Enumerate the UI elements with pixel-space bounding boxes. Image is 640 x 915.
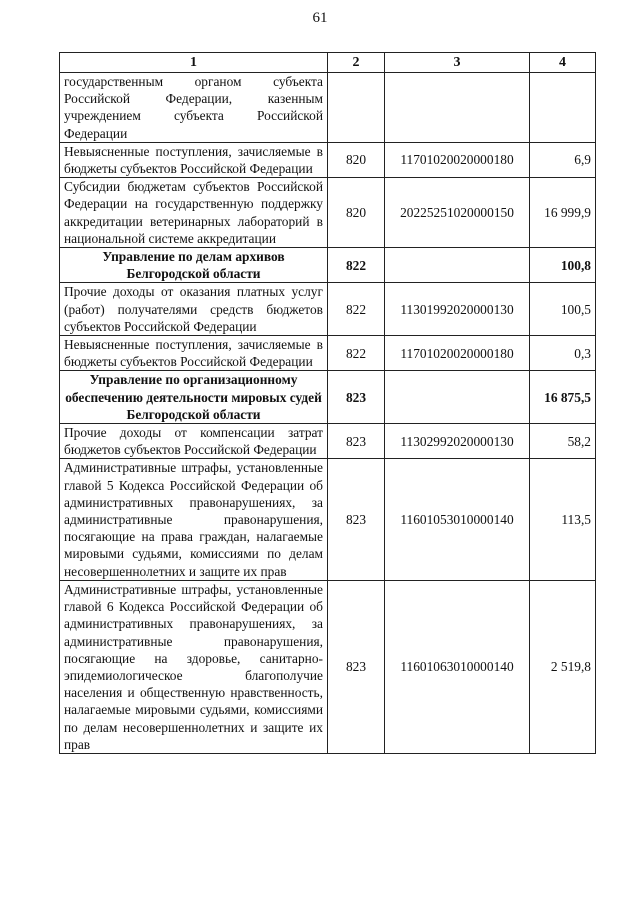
row-admin-code: 822 xyxy=(328,283,385,336)
row-admin-code: 823 xyxy=(328,459,385,580)
row-name: Невыясненные поступления, зачисляемые в бюджеты субъектов Российской Федерации xyxy=(60,336,328,371)
section-name: Управление по делам архивов Белгородской области xyxy=(60,248,328,283)
row-admin-code: 820 xyxy=(328,142,385,177)
revenue-table xyxy=(59,52,596,754)
row-budget-code: 11601053010000140 xyxy=(385,459,530,580)
row-amount xyxy=(530,73,596,143)
row-name: Субсидии бюджетам субъектов Российской Федерации на государственную поддержку аккредитации ветеринарных лабораторий в национальной системе аккредитации xyxy=(60,178,328,248)
row-amount: 2 519,8 xyxy=(530,580,596,753)
row-budget-code: 11301992020000130 xyxy=(385,283,530,336)
row-amount: 100,5 xyxy=(530,283,596,336)
row-budget-code: 20225251020000150 xyxy=(385,178,530,248)
section-budget-code xyxy=(385,248,530,283)
table-header xyxy=(60,53,596,73)
table-row xyxy=(60,178,596,248)
section-name: Управление по организационному обеспечению деятельности мировых судей Белгородской области xyxy=(60,371,328,424)
row-amount: 113,5 xyxy=(530,459,596,580)
row-admin-code: 820 xyxy=(328,178,385,248)
row-name: Административные штрафы, установленные главой 6 Кодекса Российской Федерации об административных правонарушениях, за административные правонарушения, посягающие на здоровье, санитарно-эпидемиологическое благополучие населения и общественную нравственность, налагаемые мировыми судьями, комиссиями по делам несовершеннолетних и защите их прав xyxy=(60,580,328,753)
table-row xyxy=(60,283,596,336)
table-row xyxy=(60,580,596,753)
row-admin-code xyxy=(328,73,385,143)
table-row xyxy=(60,142,596,177)
section-row xyxy=(60,371,596,424)
section-admin-code: 823 xyxy=(328,371,385,424)
header-row xyxy=(60,53,596,73)
header-col-2: 2 xyxy=(328,53,385,73)
row-name: Невыясненные поступления, зачисляемые в бюджеты субъектов Российской Федерации xyxy=(60,142,328,177)
row-amount: 6,9 xyxy=(530,142,596,177)
row-name: Административные штрафы, установленные главой 5 Кодекса Российской Федерации об административных правонарушениях, за административные правонарушения, посягающие на права граждан, налагаемые мировыми судьями, комиссиями по делам несовершеннолетних и защите их прав xyxy=(60,459,328,580)
table-body xyxy=(60,73,596,754)
row-budget-code: 11601063010000140 xyxy=(385,580,530,753)
row-amount: 16 999,9 xyxy=(530,178,596,248)
row-admin-code: 822 xyxy=(328,336,385,371)
header-col-1: 1 xyxy=(60,53,328,73)
row-amount: 58,2 xyxy=(530,424,596,459)
table-row xyxy=(60,336,596,371)
row-budget-code: 11701020020000180 xyxy=(385,142,530,177)
row-name: Прочие доходы от оказания платных услуг (работ) получателями средств бюджетов субъектов Российской Федерации xyxy=(60,283,328,336)
page-number: 61 xyxy=(312,10,328,26)
row-budget-code: 11302992020000130 xyxy=(385,424,530,459)
row-admin-code: 823 xyxy=(328,580,385,753)
section-row xyxy=(60,248,596,283)
section-admin-code: 822 xyxy=(328,248,385,283)
row-budget-code: 11701020020000180 xyxy=(385,336,530,371)
section-amount: 16 875,5 xyxy=(530,371,596,424)
table-row xyxy=(60,459,596,580)
section-budget-code xyxy=(385,371,530,424)
header-col-4: 4 xyxy=(530,53,596,73)
table-row xyxy=(60,424,596,459)
row-admin-code: 823 xyxy=(328,424,385,459)
row-name: государственным органом субъекта Российской Федерации, казенным учреждением субъекта Российской Федерации xyxy=(60,73,328,143)
table-row xyxy=(60,73,596,143)
header-col-3: 3 xyxy=(385,53,530,73)
row-amount: 0,3 xyxy=(530,336,596,371)
row-name: Прочие доходы от компенсации затрат бюджетов субъектов Российской Федерации xyxy=(60,424,328,459)
section-amount: 100,8 xyxy=(530,248,596,283)
row-budget-code xyxy=(385,73,530,143)
